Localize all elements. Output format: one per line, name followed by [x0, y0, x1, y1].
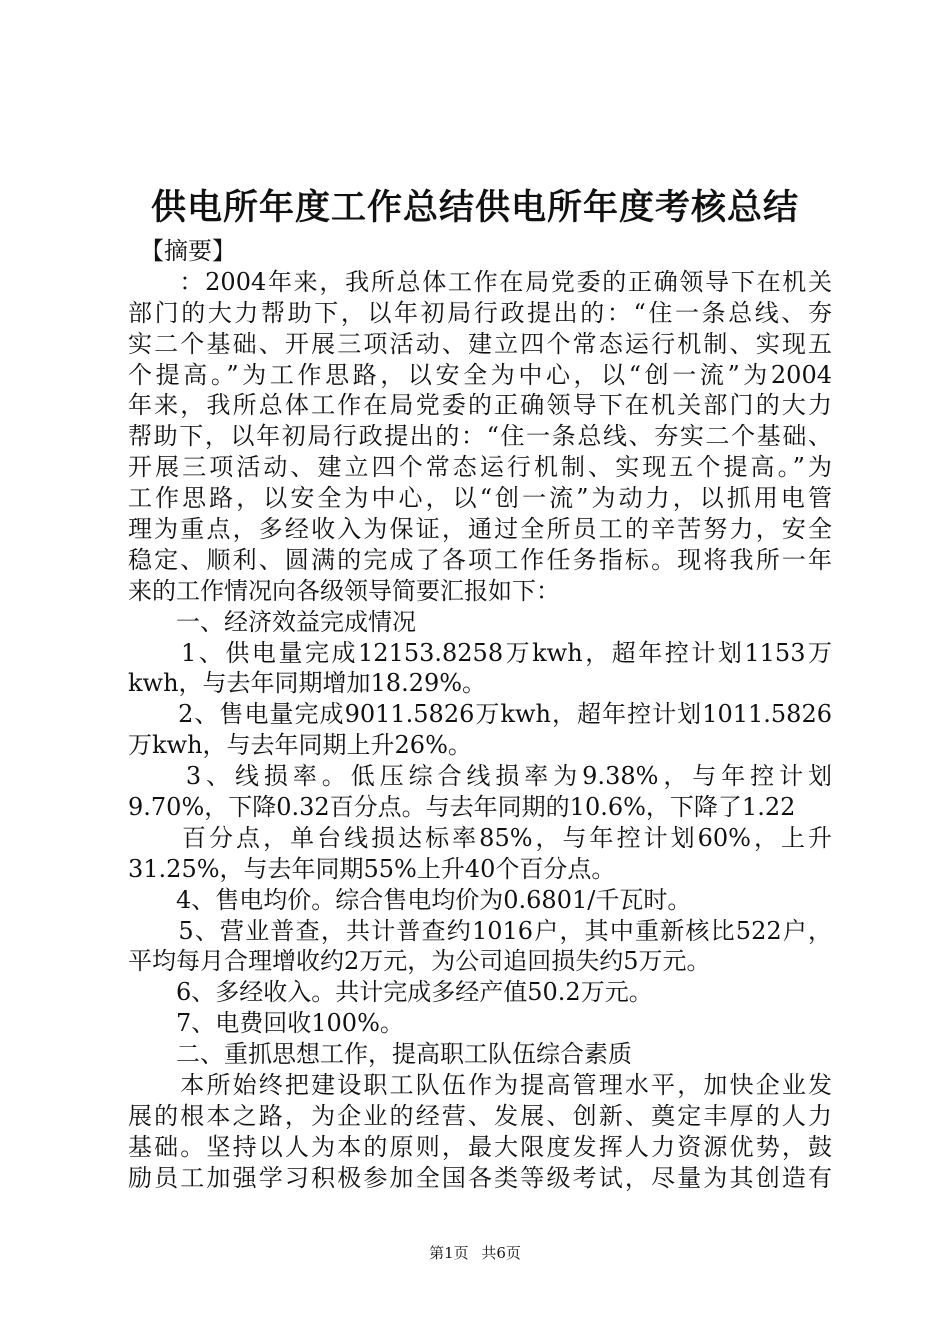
- text-line: 1、供电量完成12153.8258万kwh，超年控计划1153万: [128, 638, 832, 667]
- text-line: 9.70%，下降0.32百分点。与去年同期的10.6%，下降了1.22: [128, 793, 796, 822]
- text-line: 3、线损率。低压综合线损率为9.38%，与年控计划: [128, 762, 832, 791]
- text-line: 理为重点，多经收入为保证，通过全所员工的辛苦努力，安全: [128, 515, 832, 544]
- text-line: 万kwh，与去年同期上升26%。: [128, 731, 472, 760]
- text-line: kwh，与去年同期增加18.29%。: [128, 669, 487, 698]
- text-line: 7、电费回收100%。: [128, 1009, 404, 1038]
- document-title: 供电所年度工作总结供电所年度考核总结: [150, 188, 799, 228]
- text-line: 一、经济效益完成情况: [128, 607, 416, 636]
- text-line: 5、营业普查，共计普查约1016户，其中重新核比522户，: [128, 916, 832, 945]
- text-line: 【摘要】: [128, 237, 236, 265]
- text-line: 个提高。”为工作思路，以安全为中心，以“创一流”为2004: [128, 360, 832, 389]
- text-line: 4、售电均价。综合售电均价为0.6801/千瓦时。: [128, 885, 692, 914]
- text-line: 本所始终把建设职工队伍作为提高管理水平，加快企业发: [128, 1071, 832, 1100]
- text-line: 二、重抓思想工作，提高职工队伍综合素质: [128, 1040, 632, 1069]
- text-line: 帮助下，以年初局行政提出的：“住一条总线、夯实二个基础、: [128, 422, 832, 451]
- text-line: 励员工加强学习积极参加全国各类等级考试，尽量为其创造有: [128, 1163, 832, 1192]
- text-line: 开展三项活动、建立四个常态运行机制、实现五个提高。”为: [128, 453, 832, 482]
- text-line: 稳定、顺利、圆满的完成了各项工作任务指标。现将我所一年: [128, 545, 832, 574]
- page-total: 共6页: [481, 1244, 521, 1262]
- text-line: 6、多经收入。共计完成多经产值50.2万元。: [128, 978, 653, 1007]
- text-line: 实二个基础、开展三项活动、建立四个常态运行机制、实现五: [128, 329, 832, 358]
- text-line: 年来，我所总体工作在局党委的正确领导下在机关部门的大力: [128, 391, 832, 420]
- text-line: 平均每月合理增收约2万元，为公司追回损失约5万元。: [128, 947, 711, 976]
- text-line: ：2004年来，我所总体工作在局党委的正确领导下在机关: [128, 267, 832, 296]
- text-line: 部门的大力帮助下，以年初局行政提出的：“住一条总线、夯: [128, 298, 832, 327]
- text-line: 百分点，单台线损达标率85%，与年控计划60%，上升: [128, 823, 832, 852]
- text-line: 基础。坚持以人为本的原则，最大限度发挥人力资源优势，鼓: [128, 1132, 832, 1161]
- page-footer: [0, 1243, 950, 1263]
- text-line: 展的根本之路，为企业的经营、发展、创新、奠定丰厚的人力: [128, 1101, 832, 1130]
- page-number: 第1页: [429, 1244, 469, 1262]
- text-line: 31.25%，与去年同期55%上升40个百分点。: [128, 854, 616, 883]
- document-body: [128, 236, 832, 1194]
- text-line: 工作思路，以安全为中心，以“创一流”为动力，以抓用电管: [128, 484, 832, 513]
- text-line: 2、售电量完成9011.5826万kwh，超年控计划1011.5826: [128, 700, 832, 729]
- text-line: 来的工作情况向各级领导简要汇报如下：: [128, 576, 560, 605]
